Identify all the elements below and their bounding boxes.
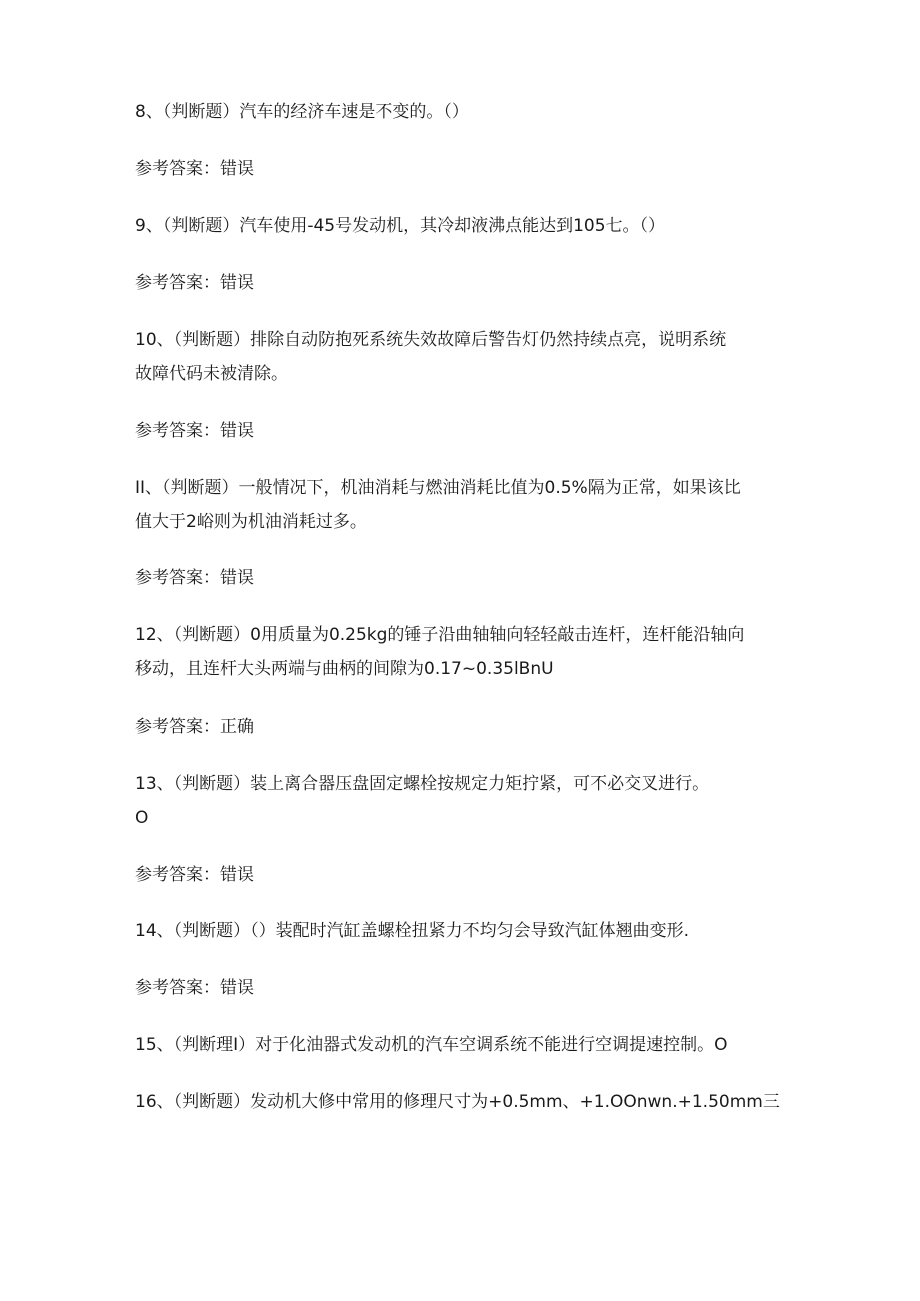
question-11-answer: 参考答案：错误 <box>135 568 254 588</box>
question-11-line-2: 值大于2峪则为机油消耗过多。 <box>135 512 367 532</box>
question-12-line-2: 移动，且连杆大头两端与曲柄的间隙为0.17~0.35lBnU <box>135 659 554 679</box>
question-8-answer: 参考答案：错误 <box>135 159 254 179</box>
question-13-line-2: O <box>135 808 149 828</box>
question-10-line-2: 故障代码未被清除。 <box>135 364 288 384</box>
question-8-line-1: 8、（判断题）汽车的经济车速是不变的。（） <box>135 102 469 122</box>
question-16-line-1: 16、（判断题）发动机大修中常用的修理尺寸为+0.5mm、+1.OOnwn.+1.50mm三 <box>135 1092 780 1112</box>
question-11-line-1: II、（判断题）一般情况下，机油消耗与燃油消耗比值为0.5%隔为正常，如果该比 <box>135 478 741 498</box>
question-13-line-1: 13、（判断题）装上离合器压盘固定螺栓按规定力矩拧紧，可不必交叉进行。 <box>135 774 710 794</box>
question-12-answer: 参考答案：正确 <box>135 717 254 737</box>
question-9-line-1: 9、（判断题）汽车使用-45号发动机，其冷却液沸点能达到105七。（） <box>135 216 666 236</box>
question-15-line-1: 15、（判断理I）对于化油器式发动机的汽车空调系统不能进行空调提速控制。O <box>135 1035 728 1055</box>
question-14-line-1: 14、（判断题）（）装配时汽缸盖螺栓扭紧力不均匀会导致汽缸体翘曲变形. <box>135 921 690 941</box>
question-14-answer: 参考答案：错误 <box>135 978 254 998</box>
question-12-line-1: 12、（判断题）0用质量为0.25kg的锤子沿曲轴轴向轻轻敲击连杆，连杆能沿轴向 <box>135 625 745 645</box>
question-10-line-1: 10、（判断题）排除自动防抱死系统失效故障后警告灯仍然持续点亮，说明系统 <box>135 330 727 350</box>
question-13-answer: 参考答案：错误 <box>135 865 254 885</box>
question-10-answer: 参考答案：错误 <box>135 421 254 441</box>
question-9-answer: 参考答案：错误 <box>135 273 254 293</box>
